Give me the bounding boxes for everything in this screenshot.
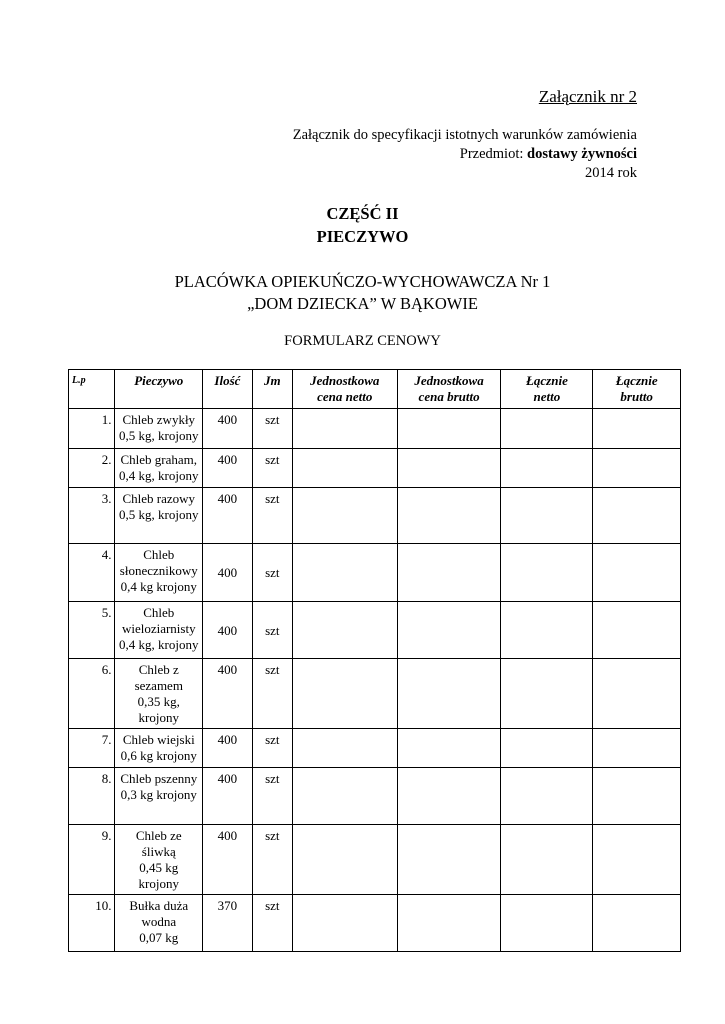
cell-total-net[interactable] bbox=[501, 659, 593, 729]
cell-total-net[interactable] bbox=[501, 449, 593, 488]
row-lp: 2. bbox=[69, 449, 115, 488]
row-lp: 10. bbox=[69, 895, 115, 952]
form-title: FORMULARZ CENOWY bbox=[284, 333, 441, 349]
row-product: Chleb ze śliwką 0,45 kg krojony bbox=[115, 825, 203, 895]
table-row bbox=[69, 729, 681, 768]
cell-unit-gross[interactable] bbox=[397, 729, 501, 768]
spec-reference: Załącznik do specyfikacji istotnych warunków zamówienia bbox=[292, 127, 637, 143]
row-product: Chleb razowy 0,5 kg, krojony bbox=[115, 488, 203, 544]
row-lp: 8. bbox=[69, 768, 115, 825]
subject-value: dostawy żywności bbox=[527, 146, 637, 162]
cell-total-net[interactable] bbox=[501, 895, 593, 952]
row-product: Chleb wieloziarnisty 0,4 kg, krojony bbox=[115, 602, 203, 659]
row-qty: 400 bbox=[203, 768, 253, 825]
header-total-gross-2: brutto bbox=[620, 389, 653, 404]
cell-total-net[interactable] bbox=[501, 768, 593, 825]
cell-unit-net[interactable] bbox=[292, 659, 397, 729]
table-row bbox=[69, 659, 681, 729]
row-unit: szt bbox=[252, 449, 292, 488]
table-row bbox=[69, 409, 681, 449]
part-heading bbox=[0, 202, 725, 248]
cell-total-net[interactable] bbox=[501, 729, 593, 768]
annex-title: Załącznik nr 2 bbox=[538, 87, 637, 106]
cell-unit-gross[interactable] bbox=[397, 825, 501, 895]
cell-unit-net[interactable] bbox=[292, 895, 397, 952]
cell-unit-gross[interactable] bbox=[397, 659, 501, 729]
header-total-gross-1: Łącznie bbox=[615, 373, 658, 388]
cell-total-gross[interactable] bbox=[593, 544, 681, 602]
row-unit: szt bbox=[252, 825, 292, 895]
header-unit-net-1: Jednostkowa bbox=[310, 373, 380, 388]
row-product: Chleb zwykły 0,5 kg, krojony bbox=[115, 409, 203, 449]
cell-unit-gross[interactable] bbox=[397, 895, 501, 952]
header-unit-gross-2: cena brutto bbox=[418, 389, 480, 404]
cell-unit-net[interactable] bbox=[292, 768, 397, 825]
table-row bbox=[69, 449, 681, 488]
row-product: Chleb wiejski 0,6 kg krojony bbox=[115, 729, 203, 768]
year-line: 2014 rok bbox=[585, 165, 637, 181]
row-product: Chleb pszenny 0,3 kg krojony bbox=[115, 768, 203, 825]
cell-unit-net[interactable] bbox=[292, 544, 397, 602]
row-qty: 400 bbox=[203, 825, 253, 895]
row-lp: 3. bbox=[69, 488, 115, 544]
table-row bbox=[69, 544, 681, 602]
row-unit: szt bbox=[252, 895, 292, 952]
cell-total-net[interactable] bbox=[501, 409, 593, 449]
header-total-net bbox=[501, 370, 593, 409]
table-row bbox=[69, 488, 681, 544]
cell-total-gross[interactable] bbox=[593, 488, 681, 544]
cell-unit-net[interactable] bbox=[292, 449, 397, 488]
header-lp: L.p bbox=[69, 370, 115, 409]
cell-unit-gross[interactable] bbox=[397, 449, 501, 488]
header-qty: Ilość bbox=[203, 370, 253, 409]
row-lp: 4. bbox=[69, 544, 115, 602]
cell-total-gross[interactable] bbox=[593, 449, 681, 488]
cell-unit-net[interactable] bbox=[292, 409, 397, 449]
part-number: CZĘŚĆ II bbox=[326, 204, 399, 223]
row-qty: 400 bbox=[203, 544, 253, 602]
row-unit: szt bbox=[252, 768, 292, 825]
table-row bbox=[69, 825, 681, 895]
subject-line bbox=[293, 145, 637, 164]
row-qty: 400 bbox=[203, 602, 253, 659]
header-unit: Jm bbox=[252, 370, 292, 409]
facility-heading bbox=[0, 271, 725, 315]
cell-unit-net[interactable] bbox=[292, 602, 397, 659]
row-lp: 7. bbox=[69, 729, 115, 768]
header-total-net-2: netto bbox=[533, 389, 561, 404]
cell-total-gross[interactable] bbox=[593, 729, 681, 768]
cell-unit-gross[interactable] bbox=[397, 768, 501, 825]
cell-total-gross[interactable] bbox=[593, 768, 681, 825]
header-product: Pieczywo bbox=[115, 370, 203, 409]
cell-total-gross[interactable] bbox=[593, 659, 681, 729]
cell-unit-net[interactable] bbox=[292, 488, 397, 544]
row-qty: 370 bbox=[203, 895, 253, 952]
header-total-gross bbox=[593, 370, 681, 409]
row-qty: 400 bbox=[203, 488, 253, 544]
row-unit: szt bbox=[252, 409, 292, 449]
cell-total-gross[interactable] bbox=[593, 825, 681, 895]
row-qty: 400 bbox=[203, 659, 253, 729]
cell-unit-net[interactable] bbox=[292, 825, 397, 895]
row-lp: 9. bbox=[69, 825, 115, 895]
row-unit: szt bbox=[252, 729, 292, 768]
row-lp: 6. bbox=[69, 659, 115, 729]
row-unit: szt bbox=[252, 488, 292, 544]
cell-unit-net[interactable] bbox=[292, 729, 397, 768]
row-product: Chleb z sezamem 0,35 kg, krojony bbox=[115, 659, 203, 729]
row-qty: 400 bbox=[203, 409, 253, 449]
facility-line-1: PLACÓWKA OPIEKUŃCZO-WYCHOWAWCZA Nr 1 bbox=[174, 272, 551, 291]
cell-total-gross[interactable] bbox=[593, 409, 681, 449]
table-header-row bbox=[69, 370, 681, 409]
cell-unit-gross[interactable] bbox=[397, 488, 501, 544]
header-total-net-1: Łącznie bbox=[525, 373, 568, 388]
row-product: Bułka duża wodna 0,07 kg bbox=[115, 895, 203, 952]
row-qty: 400 bbox=[203, 729, 253, 768]
header-unit-net bbox=[292, 370, 397, 409]
cell-total-net[interactable] bbox=[501, 602, 593, 659]
row-product: Chleb słonecznikowy 0,4 kg krojony bbox=[115, 544, 203, 602]
row-product: Chleb graham, 0,4 kg, krojony bbox=[115, 449, 203, 488]
row-unit: szt bbox=[252, 544, 292, 602]
header-unit-net-2: cena netto bbox=[317, 389, 373, 404]
cell-total-net[interactable] bbox=[501, 488, 593, 544]
cell-total-gross[interactable] bbox=[593, 602, 681, 659]
cell-unit-gross[interactable] bbox=[397, 602, 501, 659]
subject-prefix: Przedmiot: bbox=[459, 146, 528, 162]
cell-unit-gross[interactable] bbox=[397, 409, 501, 449]
cell-total-net[interactable] bbox=[501, 825, 593, 895]
price-table bbox=[68, 369, 681, 952]
cell-total-gross[interactable] bbox=[593, 895, 681, 952]
header-block bbox=[293, 126, 637, 183]
table-row bbox=[69, 602, 681, 659]
row-unit: szt bbox=[252, 659, 292, 729]
header-unit-gross bbox=[397, 370, 501, 409]
row-lp: 5. bbox=[69, 602, 115, 659]
row-unit: szt bbox=[252, 602, 292, 659]
row-lp: 1. bbox=[69, 409, 115, 449]
table-row bbox=[69, 895, 681, 952]
table-row bbox=[69, 768, 681, 825]
cell-total-net[interactable] bbox=[501, 544, 593, 602]
part-name: PIECZYWO bbox=[316, 227, 409, 246]
header-unit-gross-1: Jednostkowa bbox=[414, 373, 484, 388]
cell-unit-gross[interactable] bbox=[397, 544, 501, 602]
row-qty: 400 bbox=[203, 449, 253, 488]
facility-line-2: „DOM DZIECKA” W BĄKOWIE bbox=[247, 294, 478, 313]
